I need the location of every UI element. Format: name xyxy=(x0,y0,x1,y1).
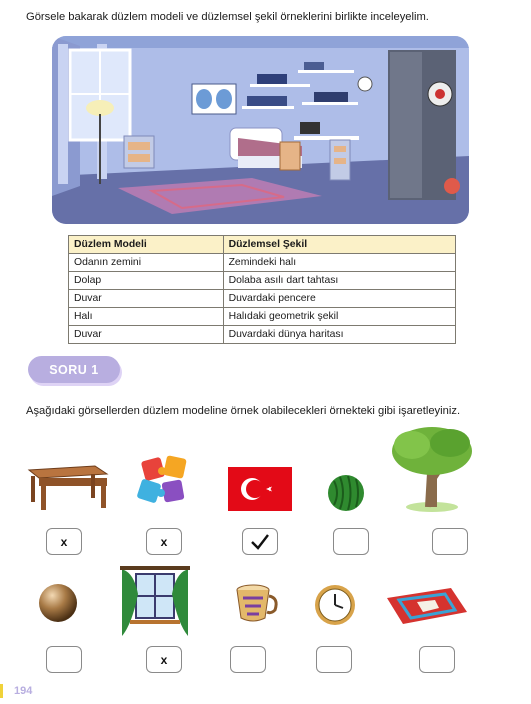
cup-icon xyxy=(235,584,279,624)
table-row xyxy=(69,326,456,344)
answer-box-puzzle[interactable] xyxy=(146,528,182,555)
table-row xyxy=(69,254,456,272)
table-cell: Dolap xyxy=(69,272,224,290)
answer-box-cup[interactable] xyxy=(230,646,266,673)
table-cell: Duvardaki dünya haritası xyxy=(223,326,455,344)
checkmark-icon xyxy=(250,533,270,551)
x-mark: x xyxy=(160,652,168,667)
turkish-flag-icon xyxy=(228,467,292,511)
model-shape-table xyxy=(68,235,456,344)
table-cell: Zemindeki halı xyxy=(223,254,455,272)
window-icon xyxy=(120,564,190,640)
table-icon xyxy=(25,462,109,512)
table-cell: Dolaba asılı dart tahtası xyxy=(223,272,455,290)
page-accent-bar xyxy=(0,684,3,698)
watermelon-icon xyxy=(326,473,366,513)
table-cell: Odanın zemini xyxy=(69,254,224,272)
tree-icon xyxy=(388,421,476,513)
answer-box-window[interactable] xyxy=(146,646,182,673)
answer-box-table[interactable] xyxy=(46,528,82,555)
question-badge: SORU 1 xyxy=(28,356,120,383)
table-cell: Duvardaki pencere xyxy=(223,290,455,308)
table-cell: Halıdaki geometrik şekil xyxy=(223,308,455,326)
answer-box-clock[interactable] xyxy=(316,646,352,673)
puzzle-icon xyxy=(133,453,195,515)
answer-box-tree[interactable] xyxy=(432,528,468,555)
question-text: Aşağıdaki görsellerden düzlem modeline örnek olabilecekleri örnekteki gibi işaretleyiniz. xyxy=(26,405,461,417)
table-cell: Halı xyxy=(69,308,224,326)
table-row xyxy=(69,290,456,308)
x-mark: x xyxy=(160,534,168,549)
table-header: Düzlem Modeli xyxy=(69,236,224,254)
table-row xyxy=(69,272,456,290)
table-header: Düzlemsel Şekil xyxy=(223,236,455,254)
answer-box-watermelon[interactable] xyxy=(333,528,369,555)
page-number: 194 xyxy=(14,685,33,697)
table-row xyxy=(69,308,456,326)
ball-icon xyxy=(38,583,78,623)
x-mark: x xyxy=(60,534,68,549)
answer-box-rug[interactable] xyxy=(419,646,455,673)
answer-box-flag[interactable] xyxy=(242,528,278,555)
intro-text: Görsele bakarak düzlem modeli ve düzlemsel şekil örneklerini birlikte inceleyelim. xyxy=(26,11,429,23)
clock-icon xyxy=(314,584,356,626)
bedroom-illustration xyxy=(52,36,469,224)
rug-icon xyxy=(383,586,471,626)
answer-box-ball[interactable] xyxy=(46,646,82,673)
table-cell: Duvar xyxy=(69,326,224,344)
table-cell: Duvar xyxy=(69,290,224,308)
